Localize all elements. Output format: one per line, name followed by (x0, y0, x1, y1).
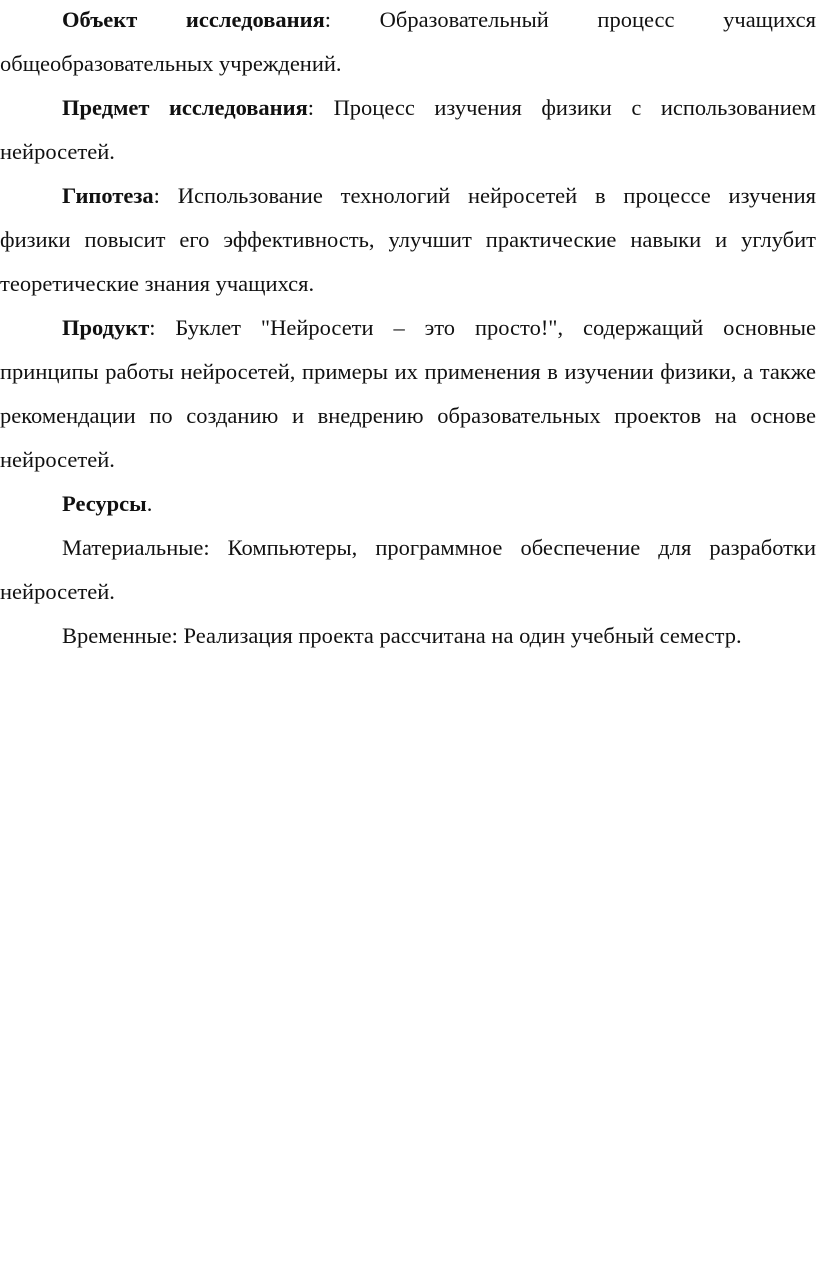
text-product: Буклет "Нейросети – это просто!", содержащий основные принципы работы нейросетей, примеры их применения в изучении физики, а также рекомендации по созданию и внедрению образовательных проектов на основе нейросетей. (0, 315, 816, 472)
separator-object: : (324, 7, 380, 32)
paragraph-time (0, 614, 816, 658)
text-time: Временные: Реализация проекта рассчитана на один учебный семестр. (62, 623, 742, 648)
separator-product: : (149, 315, 176, 340)
paragraph-material (0, 526, 816, 614)
term-product: Продукт (62, 315, 150, 340)
text-hypothesis: Использование технологий нейросетей в процессе изучения физики повысит его эффективность, улучшит практические навыки и углубит теоретические знания учащихся. (0, 183, 816, 296)
text-subject: Процесс изучения физики с использованием нейросетей. (0, 95, 816, 164)
term-object: Объект исследования (62, 7, 325, 32)
paragraph-hypothesis (0, 174, 816, 306)
paragraph-object (0, 0, 816, 86)
paragraph-resources (0, 482, 816, 526)
text-object: Образовательный процесс учащихся общеобразовательных учреждений. (0, 7, 816, 76)
term-resources: Ресурсы (62, 491, 147, 516)
text-material: Материальные: Компьютеры, программное обеспечение для разработки нейросетей. (0, 535, 816, 604)
separator-resources: . (146, 491, 153, 516)
paragraph-subject (0, 86, 816, 174)
term-hypothesis: Гипотеза (62, 183, 154, 208)
paragraph-product (0, 306, 816, 482)
separator-hypothesis: : (153, 183, 178, 208)
term-subject: Предмет исследования (62, 95, 308, 120)
separator-subject: : (307, 95, 334, 120)
